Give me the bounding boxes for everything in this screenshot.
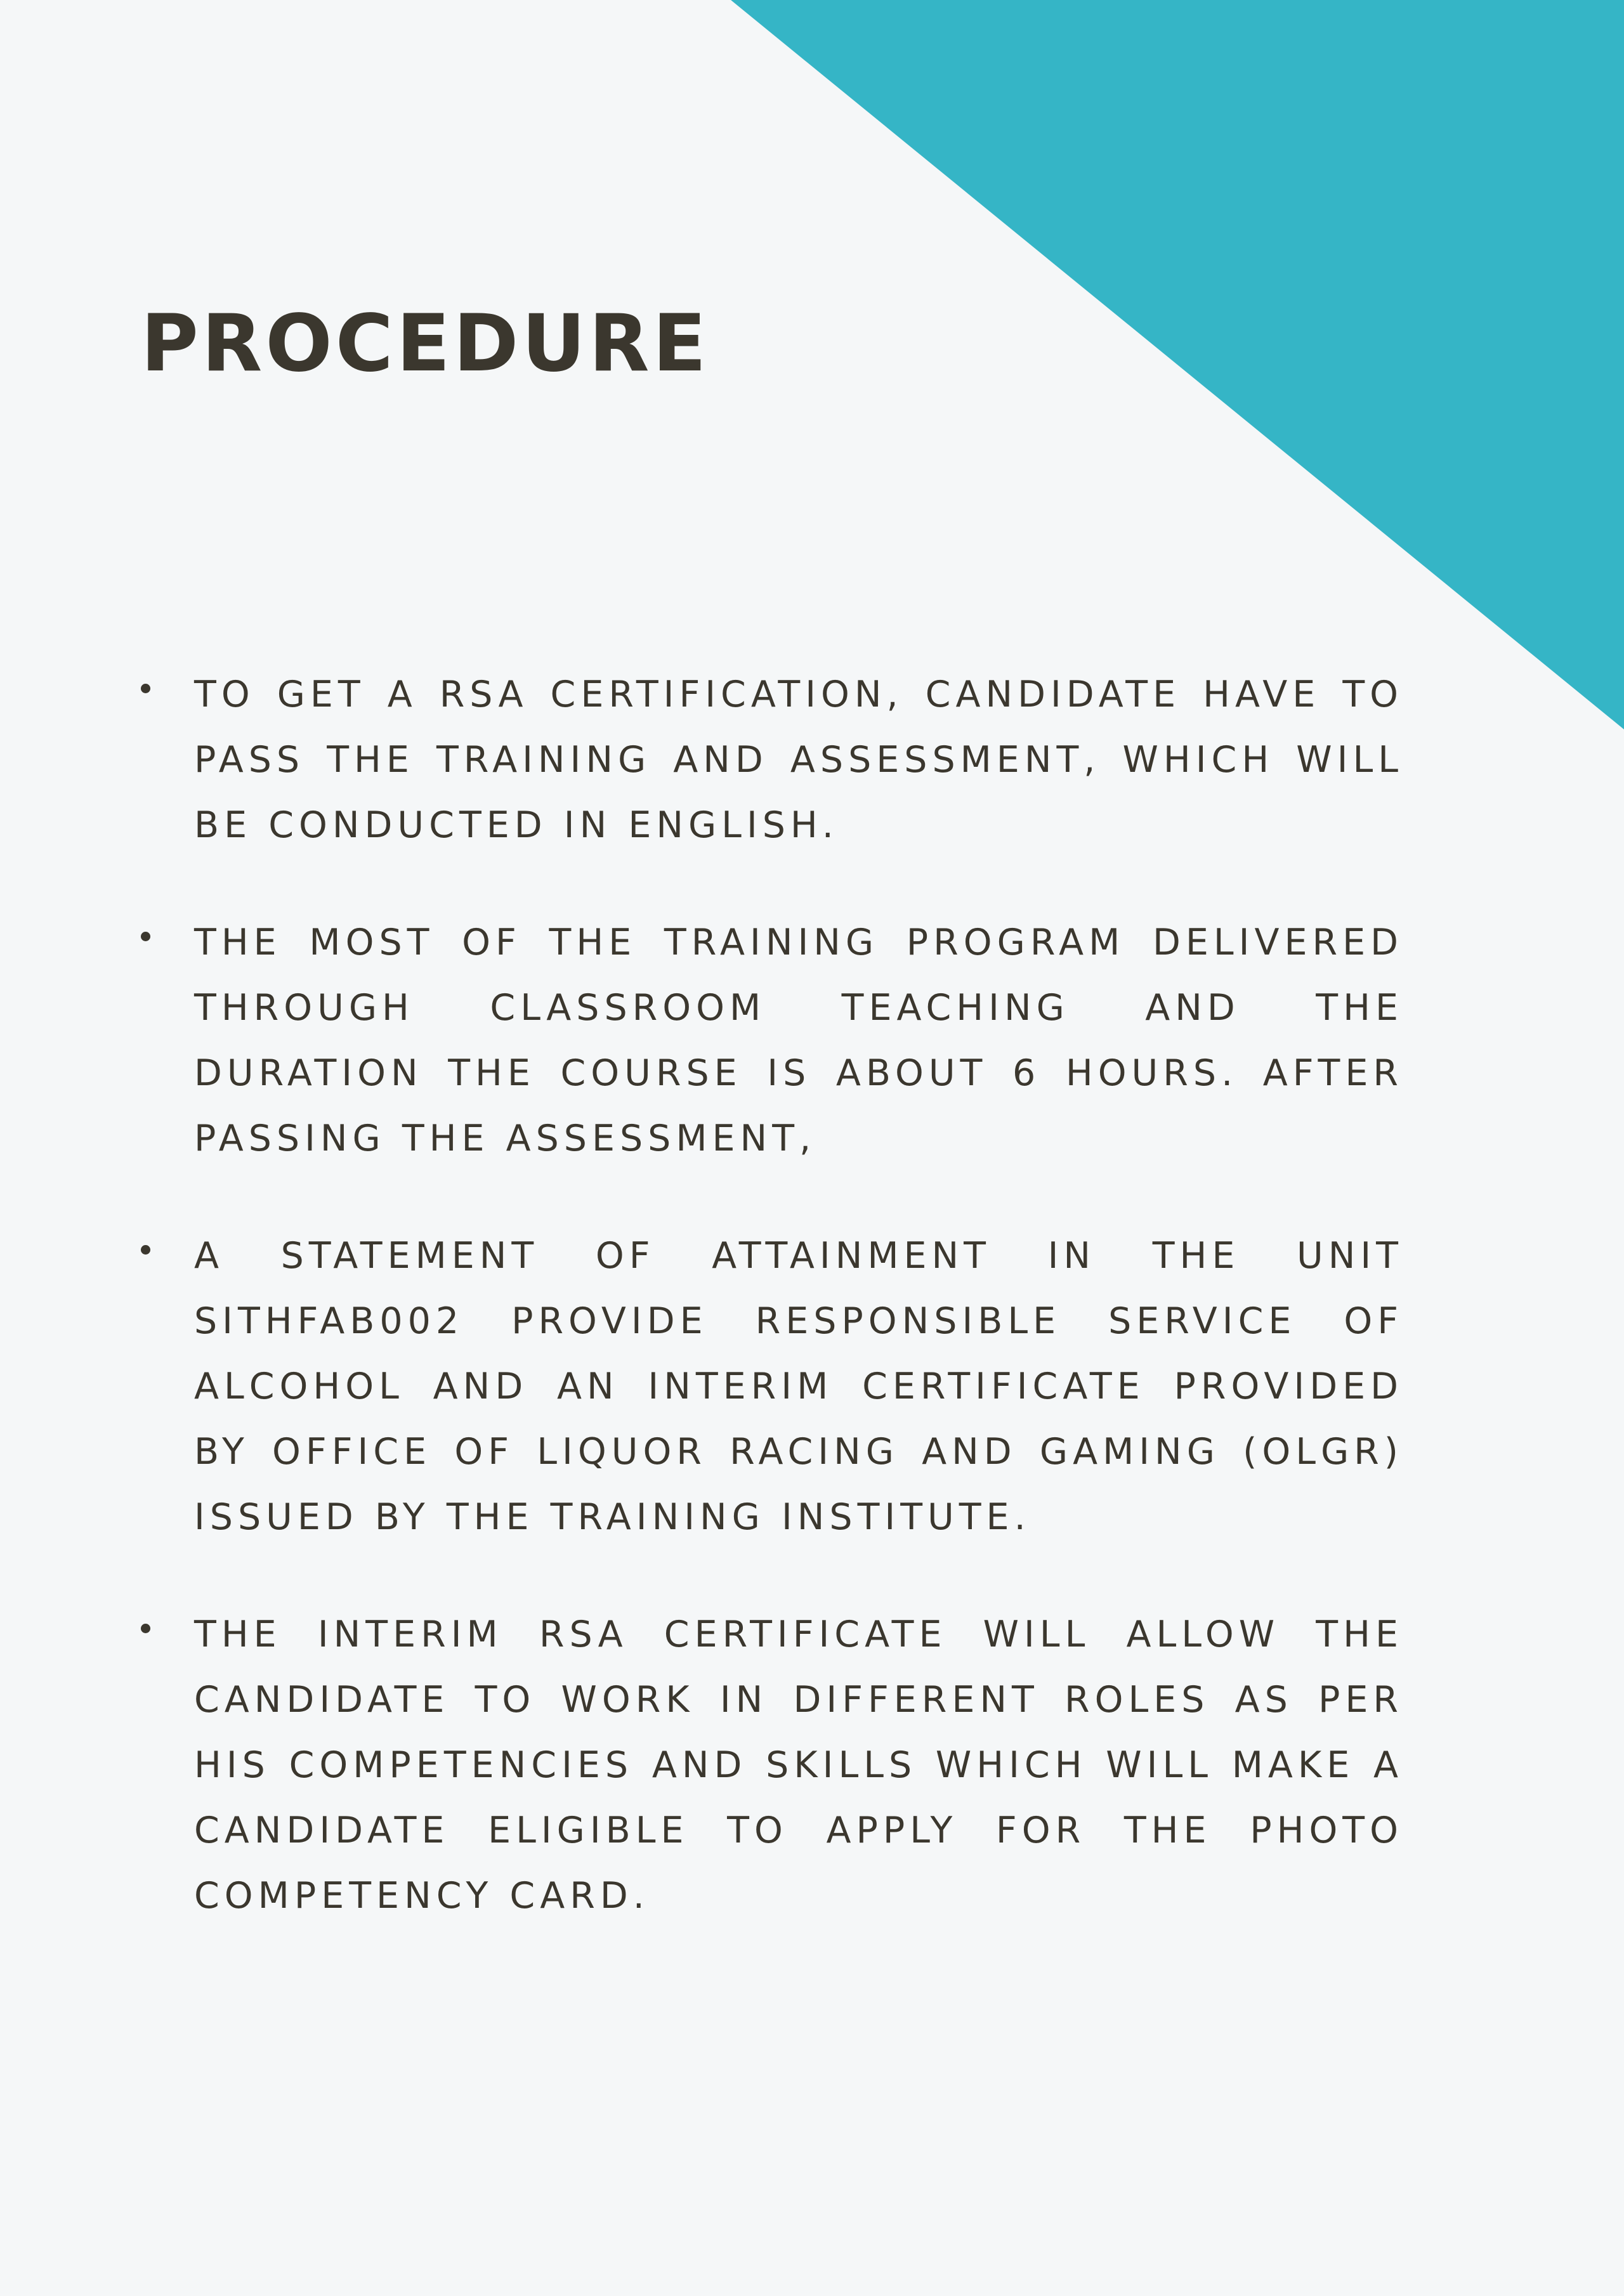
list-item-text: TO GET A RSA CERTIFICATION, CANDIDATE HAVE TO PASS THE TRAINING AND ASSESSMENT, WHICH WILL BE CONDUCTED IN ENGLISH. xyxy=(194,674,1403,846)
list-item xyxy=(141,662,1403,858)
bullet-icon xyxy=(141,684,150,693)
teal-triangle-shape xyxy=(731,0,1624,729)
bullet-icon xyxy=(141,1245,150,1255)
list-item xyxy=(141,1223,1403,1550)
list-item-text: A STATEMENT OF ATTAINMENT IN THE UNIT SITHFAB002 PROVIDE RESPONSIBLE SERVICE OF ALCOHOL AND AN INTERIM CERTIFICATE PROVIDED BY OFFICE OF LIQUOR RACING AND GAMING (OLGR) ISSUED BY THE TRAINING INSTITUTE. xyxy=(194,1235,1403,1538)
bullet-icon xyxy=(141,1624,150,1633)
page-title: PROCEDURE xyxy=(141,298,710,389)
bullet-icon xyxy=(141,932,150,941)
list-item-text: THE INTERIM RSA CERTIFICATE WILL ALLOW THE CANDIDATE TO WORK IN DIFFERENT ROLES AS PER HIS COMPETENCIES AND SKILLS WHICH WILL MAKE A CANDIDATE ELIGIBLE TO APPLY FOR THE PHOTO COMPETENCY CARD. xyxy=(194,1614,1403,1917)
list-item xyxy=(141,910,1403,1171)
procedure-list xyxy=(141,675,1403,1994)
list-item-text: THE MOST OF THE TRAINING PROGRAM DELIVERED THROUGH CLASSROOM TEACHING AND THE DURATION THE COURSE IS ABOUT 6 HOURS. AFTER PASSING THE ASSESSMENT, xyxy=(194,922,1403,1159)
list-item xyxy=(141,1602,1403,1929)
